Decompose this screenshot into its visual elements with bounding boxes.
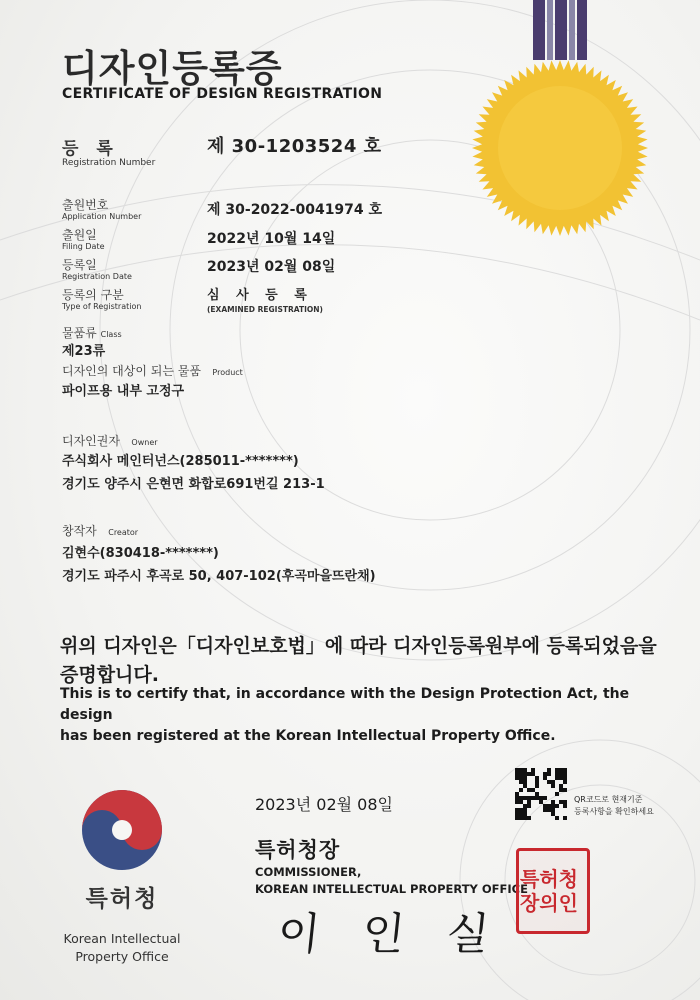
class-value: 제23류 xyxy=(62,344,106,359)
issue-date: 2023년 02월 08일 xyxy=(255,795,393,814)
owner-address: 경기도 양주시 은현면 화합로691번길 213-1 xyxy=(62,477,325,492)
class-label: 물품류 Class xyxy=(62,326,122,340)
owner-label: 디자인권자 Owner xyxy=(62,434,158,448)
signatory-title-en: COMMISSIONER, KOREAN INTELLECTUAL PROPERTY OFFICE xyxy=(255,865,528,896)
registration-type: 심 사 등 록 xyxy=(207,288,313,303)
product-value: 파이프용 내부 고정구 xyxy=(62,384,185,399)
registration-date-label: 등록일 xyxy=(62,258,97,272)
registration-label: 등 록 xyxy=(62,139,119,159)
signatory-title-ko: 특허청장 xyxy=(255,838,341,862)
ribbon xyxy=(533,0,587,60)
page-title: 디자인등록증 xyxy=(62,47,283,90)
application-label-en: Application Number xyxy=(62,212,142,221)
type-label: 등록의 구분 xyxy=(62,288,124,302)
page-subtitle: CERTIFICATE OF DESIGN REGISTRATION xyxy=(62,86,383,102)
product-label: 디자인의 대상이 되는 물품 Product xyxy=(62,364,243,378)
type-label-en: Type of Registration xyxy=(62,302,142,311)
certification-en: This is to certify that, in accordance with the Design Protection Act, the design has been registered at the Korean Intellectual Property Office. xyxy=(60,686,630,744)
creator-name: 김현수(830418-*******) xyxy=(62,546,219,561)
creator-address: 경기도 파주시 후곡로 50, 407-102(후곡마을뜨란채) xyxy=(62,569,376,584)
kipo-logo-icon xyxy=(80,788,164,872)
seal-text: 특허청장의인 xyxy=(520,867,578,915)
office-name-en: Korean Intellectual Property Office xyxy=(63,931,181,964)
filing-label-en: Filing Date xyxy=(62,242,105,251)
signature: 이 인 실 xyxy=(274,909,506,960)
qr-caption: QR코드로 현재기준 등록사항을 확인하세요 xyxy=(574,795,654,816)
filing-label: 출원일 xyxy=(62,228,97,242)
registration-label-en: Registration Number xyxy=(62,158,156,168)
gold-seal-icon xyxy=(470,58,650,238)
filing-date: 2022년 10월 14일 xyxy=(207,231,336,247)
office-name-ko: 특허청 xyxy=(85,886,159,912)
application-number: 제 30-2022-0041974 호 xyxy=(207,202,383,218)
registration-date: 2023년 02월 08일 xyxy=(207,259,336,275)
qr-code-icon[interactable] xyxy=(515,768,567,820)
creator-label: 창작자 Creator xyxy=(62,524,139,538)
application-label: 출원번호 xyxy=(62,198,109,212)
registration-number: 제 30-1203524 호 xyxy=(207,136,382,157)
owner-name: 주식회사 메인터넌스(285011-*******) xyxy=(62,454,299,469)
registration-date-label-en: Registration Date xyxy=(62,272,132,281)
registration-type-en: (EXAMINED REGISTRATION) xyxy=(207,305,323,314)
certification-ko: 위의 디자인은「디자인보호법」에 따라 디자인등록원부에 등록되었음을 증명합니다. xyxy=(60,635,657,686)
